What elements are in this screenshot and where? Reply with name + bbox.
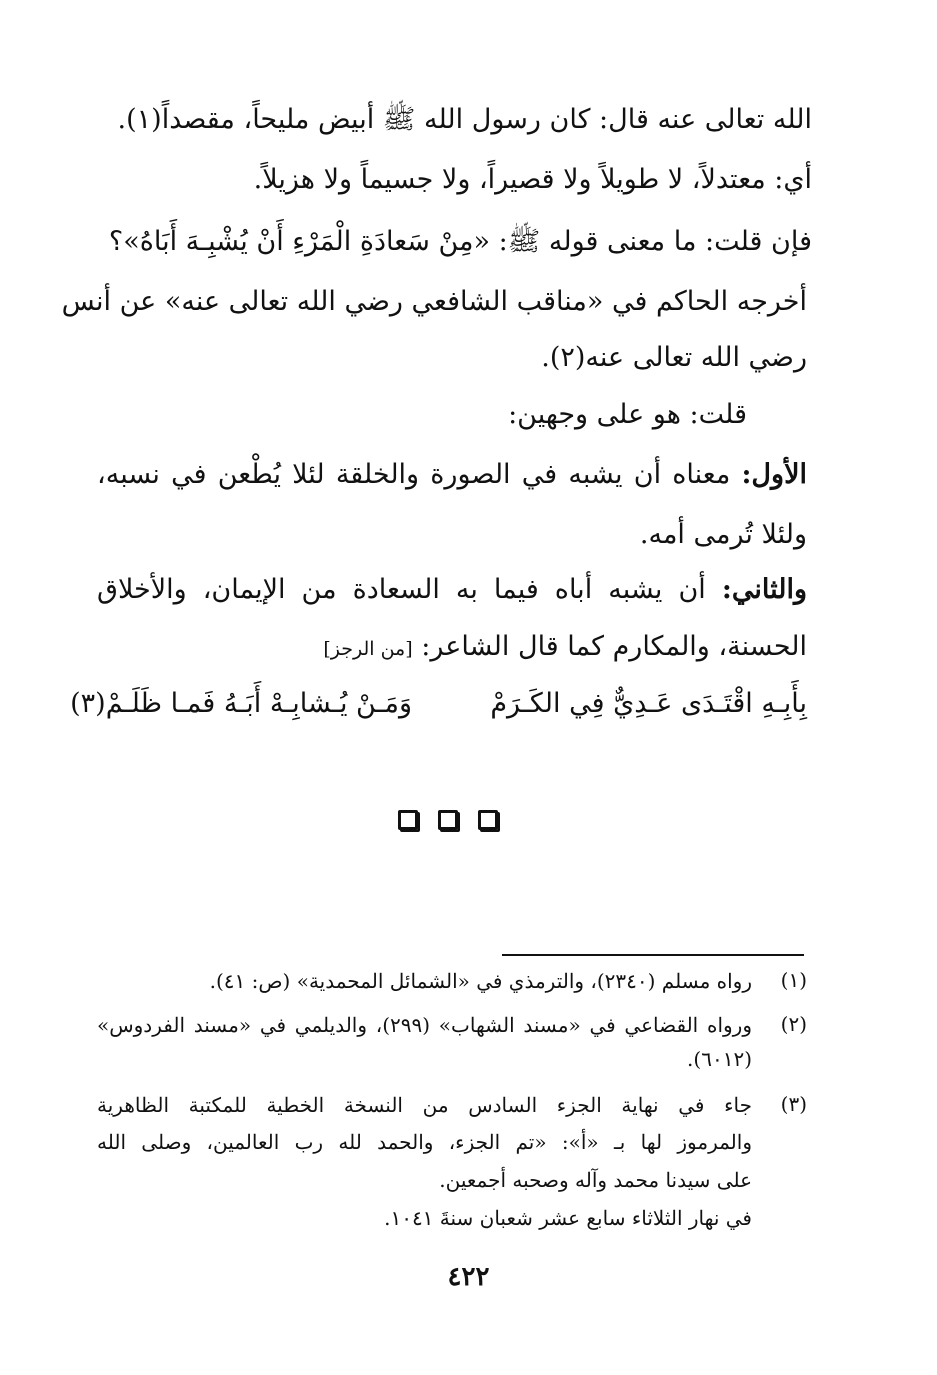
page-number: ٤٢٢ [447, 1262, 490, 1292]
square-ornament-icon [398, 810, 418, 830]
paragraph-line [97, 455, 807, 495]
footnote-line: (٦٠١٢). [687, 1047, 752, 1071]
section-text: أن يشبه أباه فيما به السعادة من الإيمان، والأخلاق [97, 574, 722, 605]
footnote-line: ورواه القضاعي في «مسند الشهاب» (٢٩٩)، والديلمي في «مسند الفردوس» [97, 1013, 752, 1037]
verse-first-hemistich: بِأَبِـهِ اقْتَـدَى عَـدِيٌّ فِي الكَـرَمْ [490, 688, 807, 719]
paragraph-line: رضي الله تعالى عنه(٢). [541, 342, 807, 373]
footnote-separator [502, 954, 804, 956]
section-text: الحسنة، والمكارم كما قال الشاعر: [421, 631, 807, 662]
section-text: معناه أن يشبه في الصورة والخلقة لئلا يُطْعن في نسبه، [97, 459, 742, 490]
footnote-line: والمرموز لها بـ «أ»: «تم الجزء، والحمد لله رب العالمين، وصلى الله [97, 1130, 752, 1154]
paragraph-line: أي: معتدلاً، لا طويلاً ولا قصيراً، ولا جسيماً ولا هزيلاً. [253, 164, 812, 195]
paragraph-line: الله تعالى عنه قال: كان رسول الله ﷺ أبيض مليحاً، مقصداً(١). [117, 104, 812, 135]
footnote-line: على سيدنا محمد وآله وصحبه أجمعين. [439, 1168, 752, 1192]
paragraph-line: ولئلا تُرمى أمه. [639, 519, 807, 550]
paragraph-line: أخرجه الحاكم في «مناقب الشافعي رضي الله تعالى عنه» عن أنس [61, 286, 807, 317]
paragraph-line [97, 570, 807, 610]
footnote-number: (٣) [780, 1092, 807, 1116]
paragraph-line: قلت: هو على وجهين: [508, 399, 747, 430]
footnote-number: (١) [780, 968, 807, 992]
section-lead: الأول: [741, 459, 807, 490]
paragraph-line: فإن قلت: ما معنى قوله ﷺ: «مِنْ سَعادَةِ الْمَرْءِ أَنْ يُشْبِـهَ أَبَاهُ»؟ [108, 226, 812, 257]
square-ornament-icon [438, 810, 458, 830]
section-divider-ornaments [398, 810, 498, 830]
square-ornament-icon [478, 810, 498, 830]
meter-label: [من الرجز] [323, 638, 413, 660]
footnote-number: (٢) [780, 1012, 807, 1036]
footnote-line: رواه مسلم (٢٣٤٠)، والترمذي في «الشمائل المحمدية» (ص: ٤١). [209, 969, 752, 993]
section-lead: والثاني: [721, 574, 807, 605]
verse-second-hemistich: وَمَـنْ يُـشابِـهْ أَبَـهُ فَمـا ظَلَـمْ(٣) [70, 688, 412, 719]
footnote-line: جاء في نهاية الجزء السادس من النسخة الخطية للمكتبة الظاهرية [97, 1093, 752, 1117]
footnote-line: في نهار الثلاثاء سابع عشر شعبان سنةَ ١٠٤١. [384, 1206, 752, 1230]
paragraph-line [323, 627, 807, 669]
